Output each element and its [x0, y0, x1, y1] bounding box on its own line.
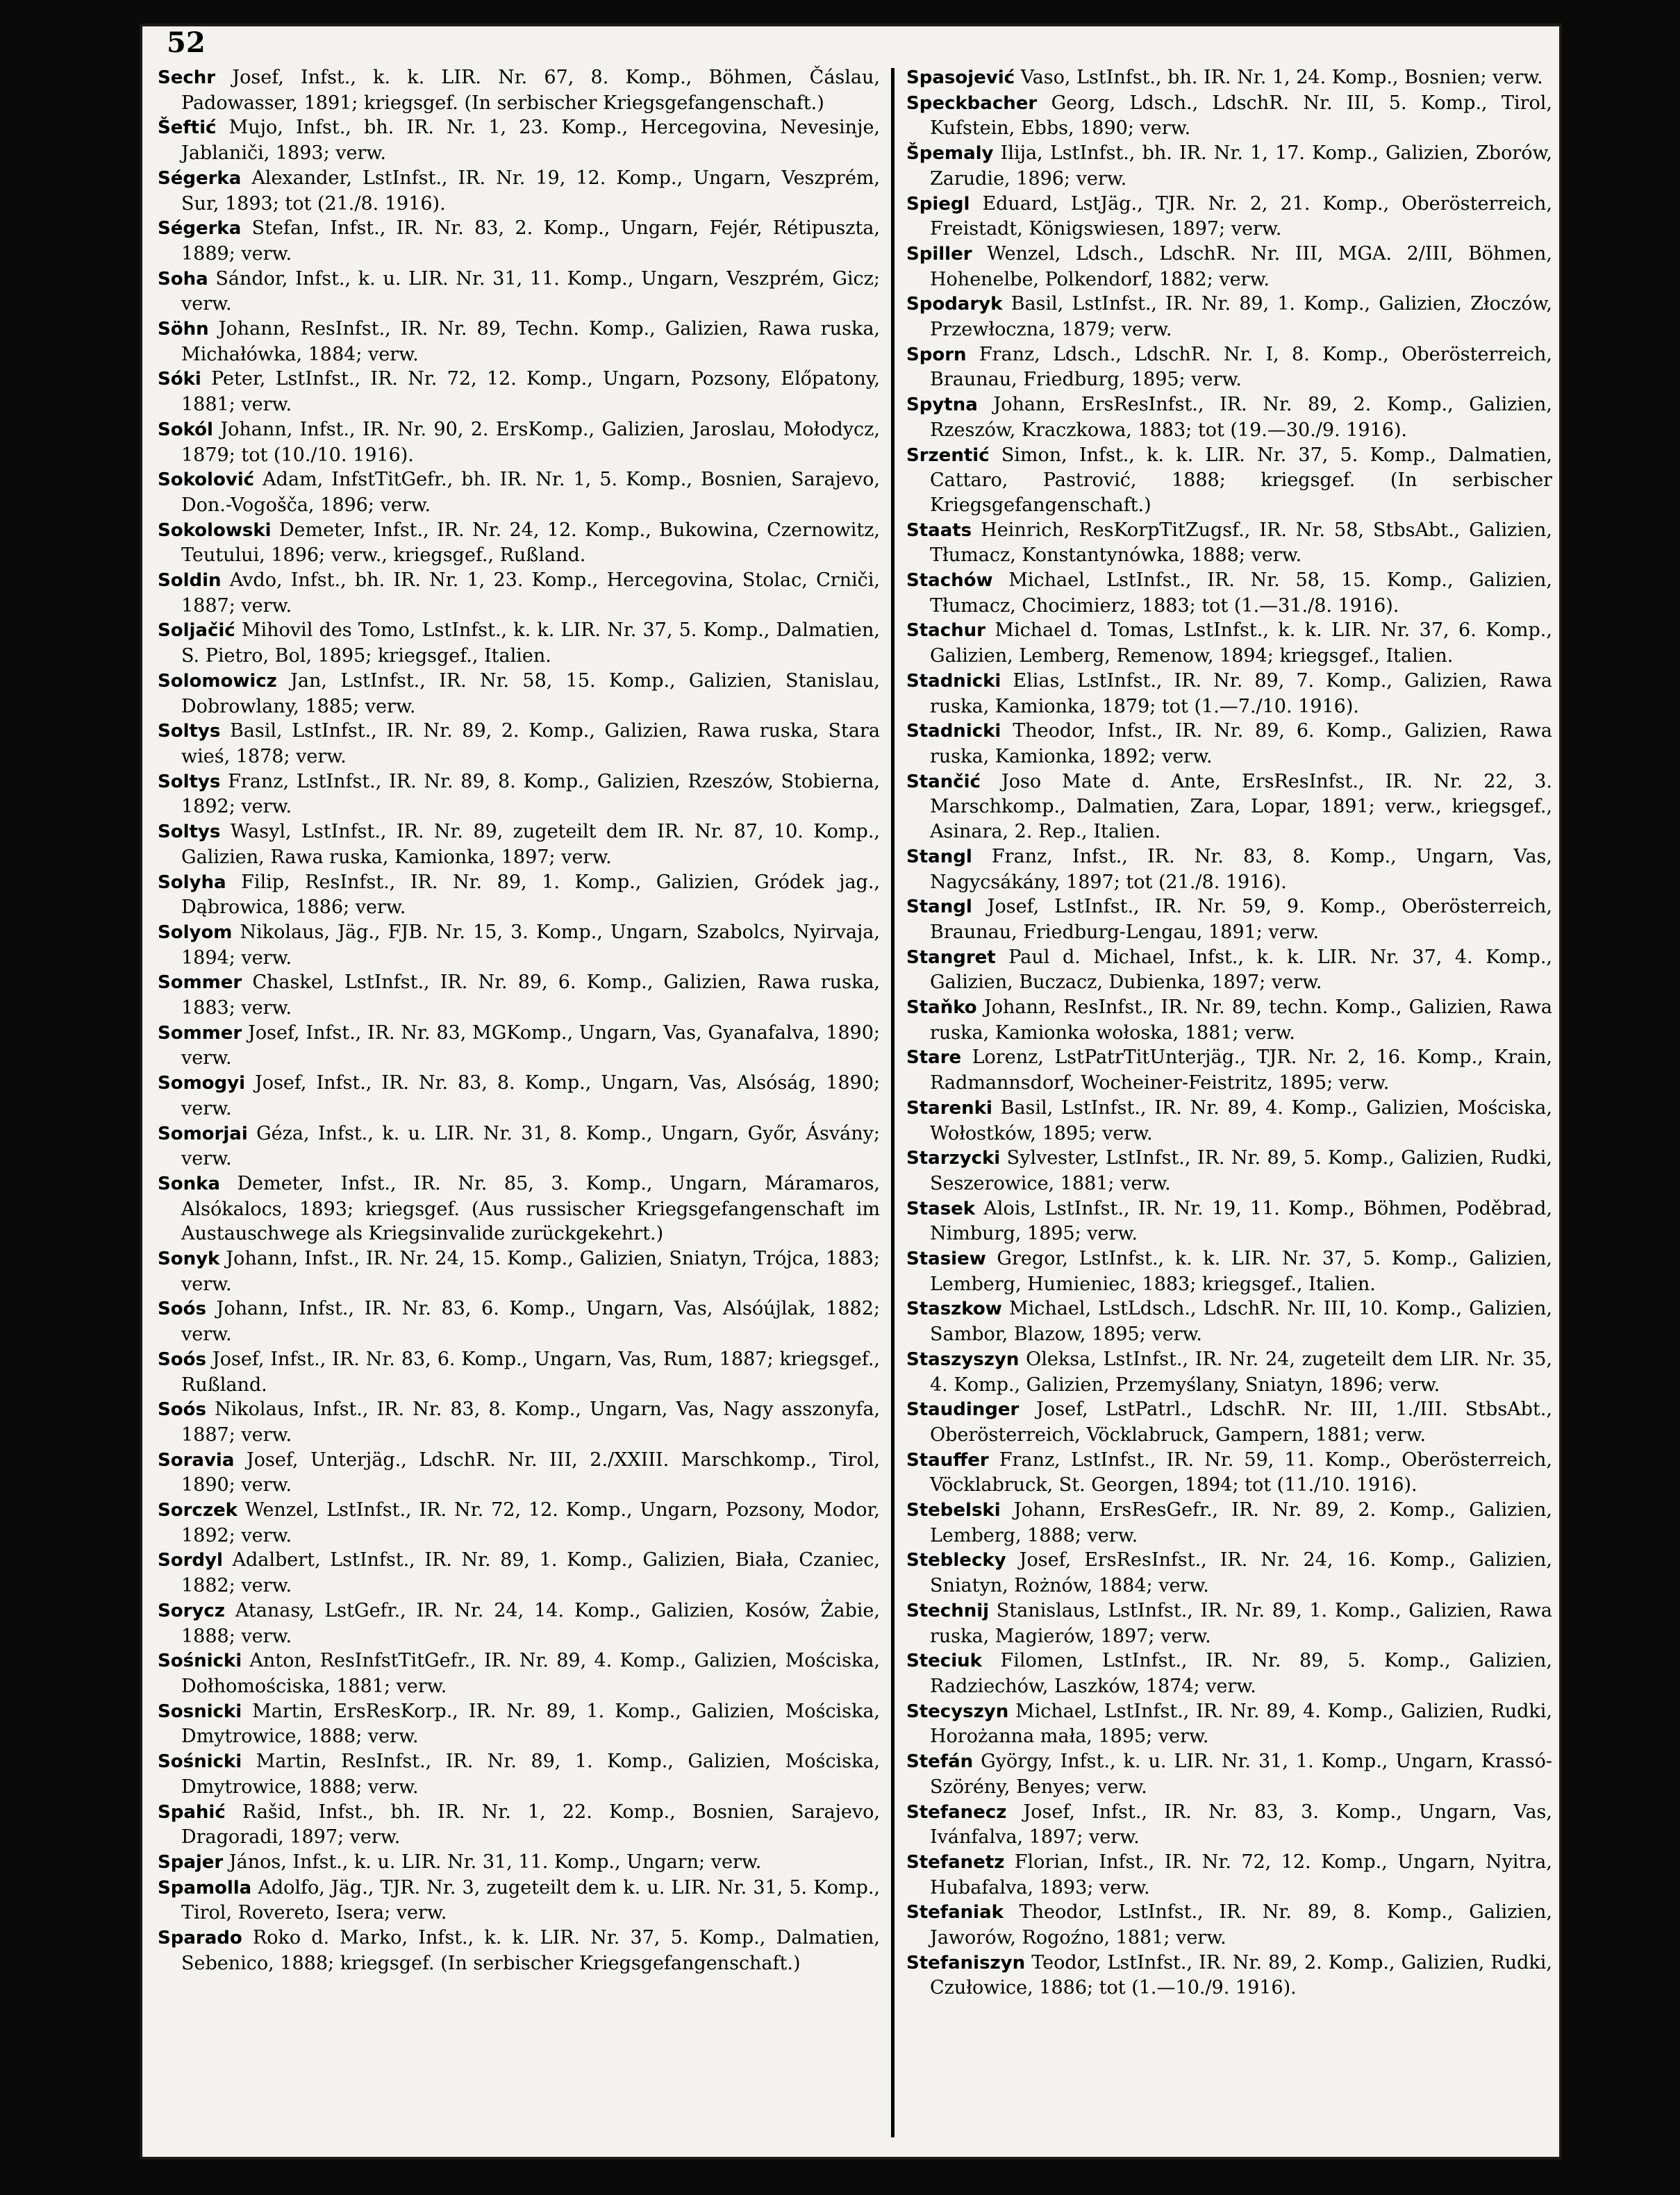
list-item [158, 1800, 880, 1850]
list-item [906, 91, 1552, 141]
entry-surname: Sorczek [158, 1500, 238, 1521]
entry-details: Stanislaus, LstInfst., IR. Nr. 89, 1. Komp., Galizien, Rawa ruska, Magierów, 1897; verw. [930, 1599, 1552, 1647]
list-item [158, 618, 880, 668]
entry-surname: Soha [158, 268, 208, 290]
list-item [906, 342, 1552, 392]
entry-details: Josef, Infst., k. k. LIR. Nr. 67, 8. Komp., Böhmen, Čáslau, Padowasser, 1891; kriegsgef. (In serbischer Kriegsgefangenschaft.) [181, 67, 880, 114]
left-column [158, 65, 880, 1976]
entry-details: Sándor, Infst., k. u. LIR. Nr. 31, 11. Komp., Ungarn, Veszprém, Gicz; verw. [181, 267, 880, 315]
entry-surname: Ségerka [158, 167, 242, 189]
list-item [158, 467, 880, 517]
entry-surname: Sorycz [158, 1600, 225, 1621]
entry-details: Michael d. Tomas, LstInfst., k. k. LIR. Nr. 37, 6. Komp., Galizien, Lemberg, Remenow, 1894; kriegsgef., Italien. [930, 619, 1552, 667]
list-item [906, 292, 1552, 342]
entry-details: Roko d. Marko, Infst., k. k. LIR. Nr. 37, 5. Komp., Dalmatien, Sebenico, 1888; kriegsgef. (In serbischer Kriegsgefangenschaft.) [181, 1927, 880, 1974]
entry-surname: Sechr [158, 67, 216, 88]
list-item [158, 568, 880, 618]
entry-details: Martin, ResInfst., IR. Nr. 89, 1. Komp., Galizien, Mościska, Dmytrowice, 1888; verw. [181, 1751, 880, 1798]
entry-details: Elias, LstInfst., IR. Nr. 89, 7. Komp., Galizien, Rawa ruska, Kamionka, 1879; tot (1.—7./10. 1916). [930, 669, 1552, 717]
list-item [906, 1850, 1552, 1900]
entry-details: Paul d. Michael, Infst., k. k. LIR. Nr. 37, 4. Komp., Galizien, Buczacz, Dubienka, 1897; verw. [930, 946, 1552, 994]
entry-surname: Stachów [906, 570, 993, 592]
entry-surname: Starzycki [906, 1148, 1001, 1169]
entry-details: Heinrich, ResKorpTitZugsf., IR. Nr. 58, StbsAbt., Galizien, Tłumacz, Konstantynówka, 1888; verw. [930, 519, 1552, 567]
entry-details: Mujo, Infst., bh. IR. Nr. 1, 23. Komp., Hercegovina, Nevesinje, Jablaniči, 1893; verw. [181, 117, 881, 165]
list-item [906, 1146, 1552, 1196]
entry-details: Franz, LstInfst., IR. Nr. 89, 8. Komp., Galizien, Rzeszów, Stobierna, 1892; verw. [181, 770, 880, 818]
entry-surname: Špemaly [906, 143, 994, 165]
entry-surname: Spodaryk [906, 294, 1003, 315]
entry-details: Adalbert, LstInfst., IR. Nr. 89, 1. Komp., Galizien, Biała, Czaniec, 1882; verw. [181, 1549, 880, 1597]
page-number: 52 [167, 26, 206, 59]
entry-details: Basil, LstInfst., IR. Nr. 89, 4. Komp., Galizien, Mościska, Wołostków, 1895; verw. [930, 1096, 1552, 1144]
entry-details: Florian, Infst., IR. Nr. 72, 12. Komp., Ungarn, Nyitra, Hubafalva, 1893; verw. [930, 1851, 1552, 1898]
list-item [906, 518, 1552, 568]
entry-details: Lorenz, LstPatrTitUnterjäg., TJR. Nr. 2, 16. Komp., Krain, Radmannsdorf, Wocheiner-Feistritz, 1895; verw. [930, 1046, 1552, 1094]
entry-details: Johann, Infst., IR. Nr. 83, 6. Komp., Ungarn, Vas, Alsóújlak, 1882; verw. [181, 1298, 880, 1346]
entry-surname: Spajer [158, 1851, 224, 1873]
list-item [906, 1096, 1552, 1146]
entry-details: Demeter, Infst., IR. Nr. 24, 12. Komp., Bukowina, Czernowitz, Teutului, 1896; verw., kriegsgef., Rußland. [181, 519, 880, 567]
list-item [158, 1699, 880, 1749]
list-item [158, 1448, 880, 1498]
entry-details: Alexander, LstInfst., IR. Nr. 19, 12. Komp., Ungarn, Veszprém, Sur, 1893; tot (21./8. 1916). [181, 167, 880, 215]
entry-surname: Somorjai [158, 1123, 248, 1144]
list-item [906, 945, 1552, 995]
list-item [158, 367, 880, 417]
list-item [906, 1699, 1552, 1749]
entry-surname: Stangl [906, 896, 972, 918]
entry-surname: Soós [158, 1299, 206, 1320]
list-item [158, 870, 880, 920]
entry-surname: Sommer [158, 972, 242, 994]
entry-details: Josef, ErsResInfst., IR. Nr. 24, 16. Komp., Galizien, Sniatyn, Rożnów, 1884; verw. [930, 1549, 1552, 1597]
entry-surname: Spiegl [906, 193, 970, 215]
entry-surname: Stančić [906, 771, 981, 792]
entry-surname: Stadnicki [906, 670, 1001, 692]
entry-surname: Spytna [906, 394, 978, 416]
entry-surname: Somogyi [158, 1073, 246, 1094]
list-item [158, 1347, 880, 1397]
list-item [158, 1599, 880, 1649]
entry-surname: Soltys [158, 771, 221, 792]
list-item [158, 267, 880, 317]
entry-surname: Sośnicki [158, 1751, 242, 1773]
entry-details: Rašid, Infst., bh. IR. Nr. 1, 22. Komp., Bosnien, Sarajevo, Dragoradi, 1897; verw. [181, 1801, 880, 1848]
entry-details: Theodor, LstInfst., IR. Nr. 89, 8. Komp., Galizien, Jaworów, Rogoźno, 1881; verw. [930, 1901, 1552, 1949]
entry-surname: Staszyszyn [906, 1349, 1020, 1370]
list-item [158, 669, 880, 719]
entry-details: Johann, ErsResInfst., IR. Nr. 89, 2. Komp., Galizien, Rzeszów, Kraczkowa, 1883; tot (19.—30./9. 1916). [930, 394, 1552, 441]
entry-details: Simon, Infst., k. k. LIR. Nr. 37, 5. Komp., Dalmatien, Cattaro, Pastrović, 1888; kriegsgef. (In serbischer Kriegsgefangenschaft.) [930, 444, 1552, 516]
entry-details: Eduard, LstJäg., TJR. Nr. 2, 21. Komp., Oberösterreich, Freistadt, Königswiesen, 1897; verw. [930, 192, 1552, 240]
entry-details: Stefan, Infst., IR. Nr. 83, 2. Komp., Ungarn, Fejér, Rétipuszta, 1889; verw. [181, 217, 880, 265]
entry-details: Basil, LstInfst., IR. Nr. 89, 1. Komp., Galizien, Złoczów, Przewłoczna, 1879; verw. [930, 293, 1552, 341]
entry-surname: Steciuk [906, 1651, 982, 1672]
list-item [906, 844, 1552, 894]
list-item [158, 920, 880, 970]
entry-details: Filomen, LstInfst., IR. Nr. 89, 5. Komp., Galizien, Radziechów, Laszków, 1874; verw. [930, 1650, 1552, 1697]
list-item [158, 719, 880, 769]
list-item [158, 1296, 880, 1346]
entry-details: Atanasy, LstGefr., IR. Nr. 24, 14. Komp., Galizien, Kosów, Żabie, 1888; verw. [181, 1599, 880, 1647]
entry-details: Adam, InfstTitGefr., bh. IR. Nr. 1, 5. Komp., Bosnien, Sarajevo, Don.-Vogošča, 1896; verw. [181, 469, 880, 516]
entry-details: Vaso, LstInfst., bh. IR. Nr. 1, 24. Komp., Bosnien; verw. [1020, 67, 1543, 88]
entry-details: Demeter, Infst., IR. Nr. 85, 3. Komp., Ungarn, Máramaros, Alsókalocs, 1893; kriegsgef. (Aus russischer Kriegsgefangenschaft im Austauschwege als Kriegsinvalide zurückgekehrt.) [181, 1172, 881, 1245]
list-item [158, 1498, 880, 1548]
list-item [906, 1548, 1552, 1598]
entry-surname: Stefaniszyn [906, 1952, 1026, 1973]
list-item [906, 392, 1552, 442]
list-item [906, 1498, 1552, 1548]
entry-surname: Stebelski [906, 1500, 1001, 1521]
entry-details: Johann, ResInfst., IR. Nr. 89, Techn. Komp., Galizien, Rawa ruska, Michałówka, 1884; verw. [181, 318, 880, 365]
entry-surname: Sokolović [158, 469, 255, 491]
list-item [158, 1121, 880, 1171]
entry-surname: Soós [158, 1399, 206, 1421]
entry-surname: Stadnicki [906, 721, 1001, 742]
entry-surname: Spamolla [158, 1877, 252, 1898]
list-item [906, 894, 1552, 944]
entry-details: Joso Mate d. Ante, ErsResInfst., IR. Nr. 22, 3. Marschkomp., Dalmatien, Zara, Lopar, 1891; verw., kriegsgef., Asinara, 2. Rep., Italien. [930, 770, 1552, 843]
list-item [906, 65, 1552, 91]
entry-details: Adolfo, Jäg., TJR. Nr. 3, zugeteilt dem k. u. LIR. Nr. 31, 5. Komp., Tirol, Rovereto, Isera; verw. [181, 1876, 880, 1924]
entry-surname: Soós [158, 1349, 206, 1370]
entry-details: Chaskel, LstInfst., IR. Nr. 89, 6. Komp., Galizien, Rawa ruska, 1883; verw. [181, 971, 880, 1019]
entry-details: Johann, Infst., IR. Nr. 24, 15. Komp., Galizien, Sniatyn, Trójca, 1883; verw. [181, 1248, 880, 1295]
entry-surname: Steblecky [906, 1550, 1006, 1571]
entry-details: Peter, LstInfst., IR. Nr. 72, 12. Komp., Ungarn, Pozsony, Előpatony, 1881; verw. [181, 368, 880, 416]
list-item [906, 1749, 1552, 1799]
list-item [158, 65, 880, 115]
list-item [158, 1876, 880, 1926]
list-item [906, 1800, 1552, 1850]
list-item [158, 216, 880, 266]
entry-surname: Sonyk [158, 1249, 220, 1270]
entry-surname: Solomowicz [158, 670, 277, 692]
list-item [158, 1649, 880, 1699]
entry-surname: Ségerka [158, 218, 242, 240]
entry-surname: Staňko [906, 997, 977, 1019]
entry-details: Alois, LstInfst., IR. Nr. 19, 11. Komp., Böhmen, Poděbrad, Nimburg, 1895; verw. [930, 1197, 1552, 1245]
entry-surname: Starenki [906, 1097, 992, 1119]
entry-surname: Stangl [906, 846, 972, 867]
list-item [906, 1951, 1552, 2001]
entry-details: Filip, ResInfst., IR. Nr. 89, 1. Komp., Galizien, Gródek jag., Dąbrowica, 1886; verw. [181, 871, 880, 919]
entry-details: Teodor, LstInfst., IR. Nr. 89, 2. Komp., Galizien, Rudki, Czułowice, 1886; tot (1.—10./9. 1916). [930, 1951, 1552, 1999]
list-item [158, 1548, 880, 1598]
entry-details: Mihovil des Tomo, LstInfst., k. k. LIR. Nr. 37, 5. Komp., Dalmatien, S. Pietro, Bol, 1895; kriegsgef., Italien. [181, 619, 880, 667]
entry-details: Géza, Infst., k. u. LIR. Nr. 31, 8. Komp., Ungarn, Győr, Ásvány; verw. [181, 1122, 880, 1170]
entry-surname: Stasek [906, 1198, 976, 1219]
entry-details: Oleksa, LstInfst., IR. Nr. 24, zugeteilt dem LIR. Nr. 35, 4. Komp., Galizien, Przemyślany, Sniatyn, 1896; verw. [930, 1348, 1552, 1396]
entry-details: Josef, Infst., IR. Nr. 83, 6. Komp., Ungarn, Vas, Rum, 1887; kriegsgef., Rußland. [181, 1348, 880, 1396]
list-item [906, 242, 1552, 292]
entry-surname: Solyha [158, 871, 226, 893]
entry-surname: Srzentić [906, 444, 990, 466]
entry-surname: Stechnij [906, 1600, 990, 1621]
entry-surname: Stauffer [906, 1449, 989, 1471]
entry-details: Josef, Infst., IR. Nr. 83, MGKomp., Ungarn, Vas, Gyanafalva, 1890; verw. [181, 1021, 880, 1069]
entry-details: Jan, LstInfst., IR. Nr. 58, 15. Komp., Galizien, Stanislau, Dobrowlany, 1885; verw. [181, 669, 880, 717]
list-item [906, 192, 1552, 242]
entry-details: Nikolaus, Infst., IR. Nr. 83, 8. Komp., Ungarn, Vas, Nagy asszonyfa, 1887; verw. [181, 1399, 880, 1446]
entry-surname: Soravia [158, 1449, 235, 1471]
entry-details: János, Infst., k. u. LIR. Nr. 31, 11. Komp., Ungarn; verw. [228, 1851, 762, 1873]
entry-details: György, Infst., k. u. LIR. Nr. 31, 1. Komp., Ungarn, Krassó-Szörény, Benyes; verw. [930, 1751, 1552, 1798]
entry-surname: Staats [906, 519, 972, 541]
entry-details: Wenzel, LstInfst., IR. Nr. 72, 12. Komp., Ungarn, Pozsony, Modor, 1892; verw. [181, 1499, 880, 1546]
list-item [158, 417, 880, 467]
entry-details: Michael, LstInfst., IR. Nr. 89, 4. Komp., Galizien, Rudki, Horożanna mała, 1895; verw. [930, 1700, 1552, 1748]
entry-details: Michael, LstLdsch., LdschR. Nr. III, 10. Komp., Galizien, Sambor, Blazow, 1895; verw. [930, 1298, 1552, 1346]
list-item [158, 166, 880, 216]
entry-surname: Stefanecz [906, 1801, 1007, 1823]
entry-surname: Sosnicki [158, 1701, 242, 1722]
list-item [158, 769, 880, 819]
entry-surname: Soltys [158, 721, 221, 742]
list-item [906, 1196, 1552, 1246]
entry-details: Johann, ErsResGefr., IR. Nr. 89, 2. Komp., Galizien, Lemberg, 1888; verw. [930, 1499, 1552, 1546]
entry-surname: Stefán [906, 1751, 974, 1773]
entry-details: Gregor, LstInfst., k. k. LIR. Nr. 37, 5. Komp., Galizien, Lemberg, Humieniec, 1883; kriegsgef., Italien. [930, 1248, 1552, 1295]
entry-details: Josef, Infst., IR. Nr. 83, 3. Komp., Ungarn, Vas, Ivánfalva, 1897; verw. [930, 1801, 1552, 1848]
entry-surname: Sokolowski [158, 519, 272, 541]
entry-surname: Speckbacher [906, 92, 1038, 114]
entry-surname: Stefanetz [906, 1851, 1005, 1873]
list-item [906, 769, 1552, 844]
entry-surname: Stefaniak [906, 1902, 1004, 1923]
entry-surname: Šeftić [158, 117, 217, 139]
list-item [158, 1397, 880, 1447]
entry-details: Georg, Ldsch., LdschR. Nr. III, 5. Komp., Tirol, Kufstein, Ebbs, 1890; verw. [930, 92, 1552, 140]
entry-details: Franz, LstInfst., IR. Nr. 59, 11. Komp., Oberösterreich, Vöcklabruck, St. Georgen, 1894; tot (11./10. 1916). [930, 1449, 1553, 1496]
list-item [906, 1397, 1552, 1447]
entry-details: Theodor, Infst., IR. Nr. 89, 6. Komp., Galizien, Rawa ruska, Kamionka, 1892; verw. [930, 720, 1552, 767]
entry-surname: Sośnicki [158, 1651, 242, 1672]
list-item [906, 1599, 1552, 1649]
entry-surname: Stare [906, 1047, 962, 1069]
list-item [158, 1021, 880, 1071]
entry-details: Sylvester, LstInfst., IR. Nr. 89, 5. Komp., Galizien, Rudki, Seszerowice, 1881; verw. [930, 1147, 1552, 1194]
list-item [906, 568, 1552, 618]
list-item [158, 317, 880, 367]
list-item [906, 1900, 1552, 1950]
entry-details: Johann, Infst., IR. Nr. 90, 2. ErsKomp., Galizien, Jaroslau, Mołodycz, 1879; tot (10./10. 1916). [181, 418, 880, 466]
list-item [906, 995, 1552, 1045]
entry-surname: Spahić [158, 1801, 226, 1823]
entry-details: Nikolaus, Jäg., FJB. Nr. 15, 3. Komp., Ungarn, Szabolcs, Nyirvaja, 1894; verw. [181, 921, 880, 969]
entry-surname: Sonka [158, 1173, 220, 1194]
list-item [906, 669, 1552, 719]
entry-details: Josef, LstPatrl., LdschR. Nr. III, 1./III. StbsAbt., Oberösterreich, Vöcklabruck, Gampern, 1881; verw. [930, 1399, 1552, 1446]
list-item [158, 1926, 880, 1976]
entry-surname: Sporn [906, 344, 967, 365]
entry-details: Avdo, Infst., bh. IR. Nr. 1, 23. Komp., Hercegovina, Stolac, Crniči, 1887; verw. [181, 569, 880, 617]
entry-details: Franz, Infst., IR. Nr. 83, 8. Komp., Ungarn, Vas, Nagycsákány, 1897; tot (21./8. 1916). [930, 845, 1552, 893]
entry-surname: Stangret [906, 946, 996, 968]
entry-surname: Spiller [906, 243, 972, 265]
list-item [906, 1246, 1552, 1296]
entry-details: Ilija, LstInfst., bh. IR. Nr. 1, 17. Komp., Galizien, Zborów, Zarudie, 1896; verw. [930, 142, 1552, 190]
list-item [906, 1649, 1552, 1699]
list-item [158, 1071, 880, 1121]
entry-surname: Spasojević [906, 67, 1015, 88]
entry-details: Anton, ResInfstTitGefr., IR. Nr. 89, 4. Komp., Galizien, Mościska, Dołhomościska, 1881; verw. [181, 1650, 880, 1697]
list-item [906, 1045, 1552, 1095]
entry-details: Wasyl, LstInfst., IR. Nr. 89, zugeteilt dem IR. Nr. 87, 10. Komp., Galizien, Rawa ruska, Kamionka, 1897; verw. [181, 821, 880, 868]
list-item [906, 141, 1552, 191]
entry-surname: Staszkow [906, 1299, 1002, 1320]
list-item [158, 970, 880, 1020]
entry-details: Josef, Infst., IR. Nr. 83, 8. Komp., Ungarn, Vas, Alsóság, 1890; verw. [181, 1072, 881, 1119]
column-divider [891, 68, 895, 2137]
entry-surname: Soljačić [158, 620, 235, 642]
list-item [906, 1347, 1552, 1397]
entry-surname: Soltys [158, 821, 221, 843]
right-column [906, 65, 1552, 2001]
entry-details: Wenzel, Ldsch., LdschR. Nr. III, MGA. 2/III, Böhmen, Hohenelbe, Polkendorf, 1882; verw. [930, 242, 1552, 290]
list-item [158, 518, 880, 568]
entry-details: Martin, ErsResKorp., IR. Nr. 89, 1. Komp., Galizien, Mościska, Dmytrowice, 1888; verw. [181, 1700, 880, 1748]
entry-surname: Sokól [158, 419, 213, 440]
list-item [158, 819, 880, 869]
list-item [906, 1448, 1552, 1498]
entry-surname: Sóki [158, 369, 201, 390]
entry-details: Johann, ResInfst., IR. Nr. 89, techn. Komp., Galizien, Rawa ruska, Kamionka wołoska, 1881; verw. [930, 996, 1552, 1044]
entry-details: Basil, LstInfst., IR. Nr. 89, 2. Komp., Galizien, Rawa ruska, Stara wieś, 1878; verw. [181, 720, 880, 767]
list-item [906, 443, 1552, 518]
list-item [158, 115, 880, 165]
list-item [906, 618, 1552, 668]
entry-details: Josef, Unterjäg., LdschR. Nr. III, 2./XXIII. Marschkomp., Tirol, 1890; verw. [181, 1449, 880, 1496]
list-item [906, 1296, 1552, 1346]
document-page [142, 26, 1559, 2157]
list-item [158, 1850, 880, 1876]
entry-surname: Stasiew [906, 1249, 986, 1270]
entry-surname: Sordyl [158, 1550, 223, 1571]
entry-surname: Soldin [158, 570, 222, 592]
entry-details: Josef, LstInfst., IR. Nr. 59, 9. Komp., Oberösterreich, Braunau, Friedburg-Lengau, 1891; verw. [930, 896, 1552, 943]
entry-surname: Stachur [906, 620, 985, 642]
entry-surname: Söhn [158, 319, 209, 340]
entry-surname: Stecyszyn [906, 1701, 1009, 1722]
entry-details: Michael, LstInfst., IR. Nr. 58, 15. Komp., Galizien, Tłumacz, Chocimierz, 1883; tot (1.—31./8. 1916). [930, 569, 1552, 617]
entry-surname: Solyom [158, 921, 233, 943]
entry-surname: Sommer [158, 1022, 242, 1044]
list-item [906, 719, 1552, 769]
entry-details: Franz, Ldsch., LdschR. Nr. I, 8. Komp., Oberösterreich, Braunau, Friedburg, 1895; verw. [930, 343, 1552, 391]
list-item [158, 1171, 880, 1246]
list-item [158, 1246, 880, 1296]
entry-surname: Staudinger [906, 1399, 1020, 1421]
list-item [158, 1749, 880, 1799]
entry-surname: Sparado [158, 1928, 242, 1949]
